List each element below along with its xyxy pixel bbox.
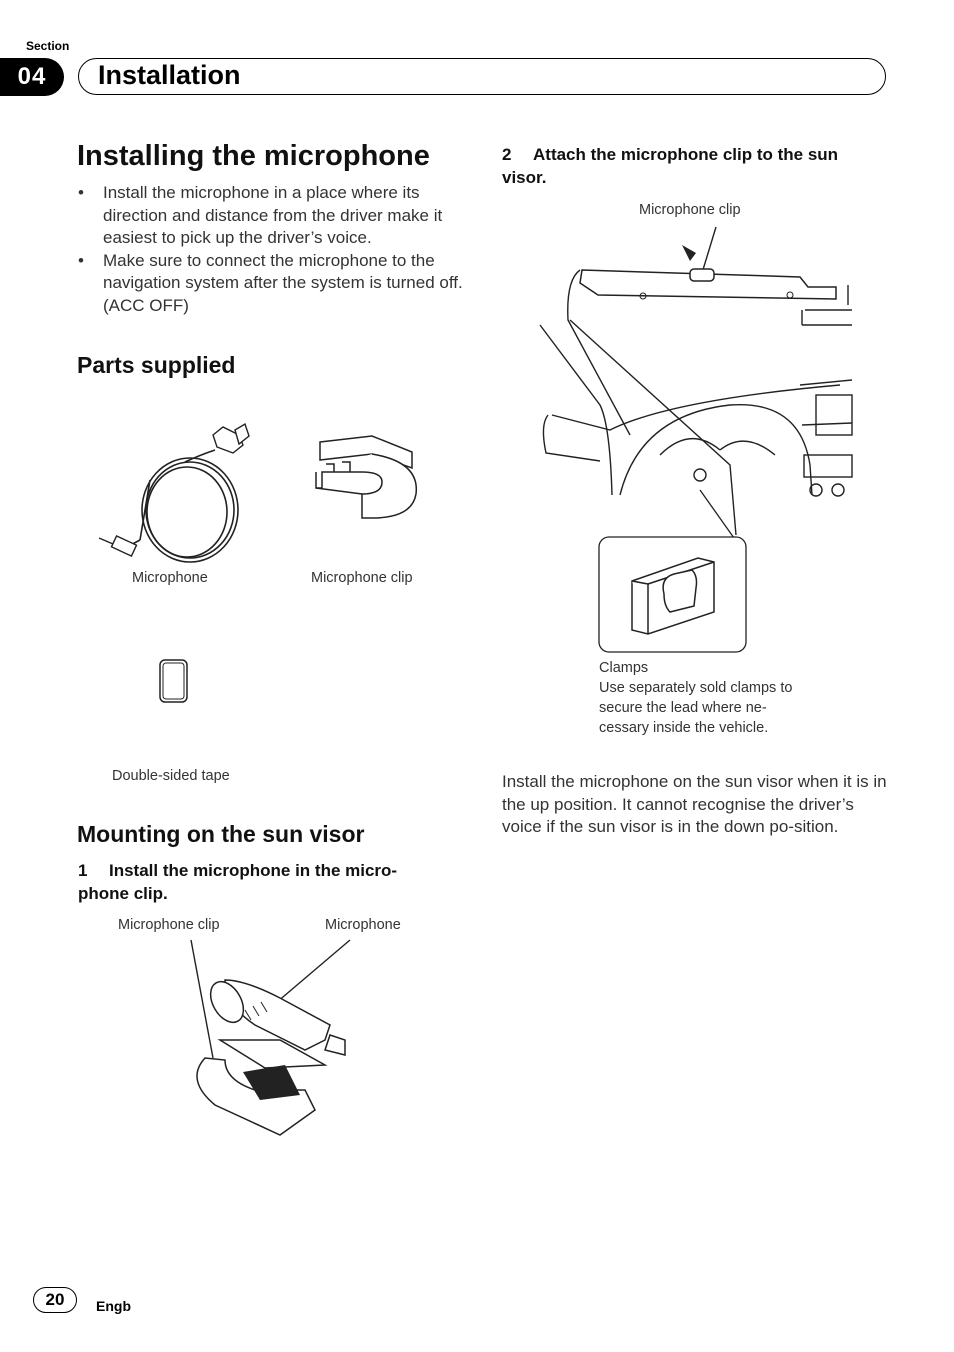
list-item: [78, 250, 470, 318]
step-2-text: Attach the microphone clip to the sun visor.: [502, 145, 839, 187]
bullet-symbol: •: [78, 250, 84, 270]
step-2-number: 2: [502, 145, 512, 164]
clamps-title: Clamps: [599, 660, 649, 676]
clamps-description: Use separately sold clamps to secure the lead where ne-cessary inside the vehicle.: [599, 680, 793, 736]
list-item: [78, 182, 470, 250]
microphone-caption: Microphone: [132, 570, 208, 586]
step-1-number: 1: [78, 861, 88, 880]
page-title: Installing the microphone: [77, 140, 430, 172]
section-number-tab: 04: [0, 58, 64, 96]
microphone-clip-caption: Microphone clip: [311, 570, 413, 586]
microphone-illustration: [95, 410, 255, 570]
bullet-text: Install the microphone in a place where its direction and distance from the driver make it easiest to pick up the driver’s voice.: [103, 183, 443, 248]
clip-assembly-illustration: [185, 940, 345, 1140]
page-section-title: Installation: [98, 60, 241, 90]
clamps-illustration: [598, 536, 748, 654]
section-label: Section: [26, 39, 70, 53]
double-sided-tape-illustration: [158, 658, 190, 704]
step-2-clip-caption: Microphone clip: [639, 202, 741, 218]
parts-heading: Parts supplied: [77, 352, 236, 378]
bullet-symbol: •: [78, 183, 84, 202]
step-1: [78, 859, 438, 905]
clamps-leader-line: [700, 490, 740, 540]
step-2: [502, 143, 882, 189]
car-interior-illustration: [540, 225, 852, 495]
mounting-heading: Mounting on the sun visor: [77, 821, 365, 847]
sun-visor-note: Install the microphone on the sun visor when it is in the up position. It cannot recognise the driver’s voice if the sun visor is in the down po-sition.: [502, 772, 887, 837]
step-1-clip-caption: Microphone clip: [118, 917, 220, 933]
page-number: 20: [33, 1287, 77, 1313]
step-1-microphone-caption: Microphone: [325, 917, 401, 933]
language-code: Engb: [96, 1298, 131, 1314]
step-1-text: Install the microphone in the micro-phone clip.: [78, 861, 398, 903]
bullet-list: [78, 182, 470, 318]
bullet-text: Make sure to connect the microphone to the navigation system after the system is turned off. (ACC OFF): [103, 250, 463, 315]
microphone-clip-illustration: [312, 432, 422, 524]
double-sided-tape-caption: Double-sided tape: [112, 768, 230, 784]
